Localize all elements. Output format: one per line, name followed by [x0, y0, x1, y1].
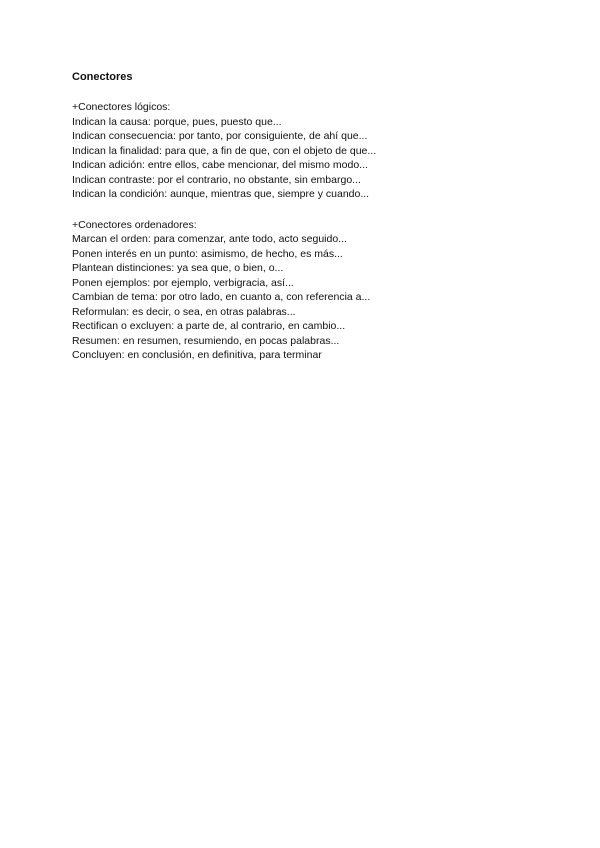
- list-item: Indican la condición: aunque, mientras que, siempre y cuando...: [72, 188, 370, 200]
- document-title: Conectores: [72, 71, 133, 83]
- list-item: Resumen: en resumen, resumiendo, en pocas palabras...: [72, 334, 340, 347]
- list-item: Indican consecuencia: por tanto, por consiguiente, de ahí que...: [72, 130, 368, 142]
- list-item: Ponen interés en un punto: asimismo, de hecho, es más...: [72, 247, 343, 260]
- document-page: [72, 70, 572, 379]
- list-item: Indican la causa: porque, pues, puesto que...: [72, 115, 282, 128]
- section-conectores-logicos: [72, 100, 572, 202]
- list-item: Reformulan: es decir, o sea, en otras palabras...: [72, 305, 296, 318]
- list-item: Rectifican o excluyen: a parte de, al contrario, en cambio...: [72, 320, 346, 332]
- section-heading: +Conectores lógicos:: [72, 101, 171, 113]
- list-item: Cambian de tema: por otro lado, en cuanto a, con referencia a...: [72, 291, 371, 303]
- list-item: Concluyen: en conclusión, en definitiva, para terminar: [72, 349, 322, 361]
- section-heading: +Conectores ordenadores:: [72, 218, 197, 231]
- list-item: Indican adición: entre ellos, cabe mencionar, del mismo modo...: [72, 159, 368, 171]
- section-conectores-ordenadores: [72, 218, 572, 363]
- list-item: Marcan el orden: para comenzar, ante todo, acto seguido...: [72, 233, 347, 245]
- list-item: Indican contraste: por el contrario, no obstante, sin embargo...: [72, 173, 361, 186]
- list-item: Plantean distinciones: ya sea que, o bien, o...: [72, 262, 284, 274]
- list-item: Indican la finalidad: para que, a fin de que, con el objeto de que...: [72, 144, 377, 157]
- list-item: Ponen ejemplos: por ejemplo, verbigracia, así...: [72, 276, 294, 289]
